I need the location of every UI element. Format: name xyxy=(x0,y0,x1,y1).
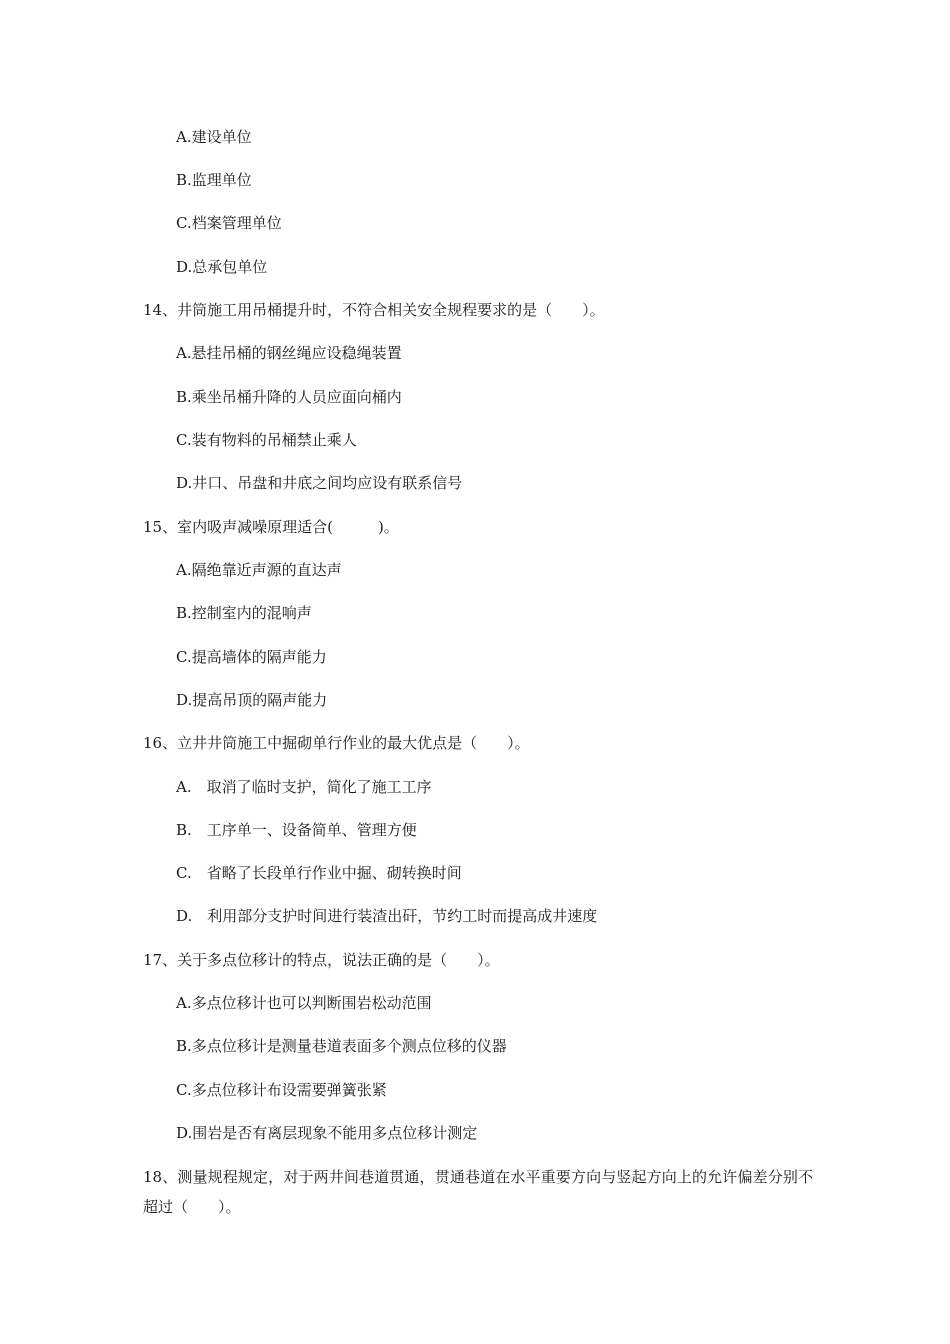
q15-option-a: A.隔绝靠近声源的直达声 xyxy=(176,561,342,579)
q16-option-b: B. 工序单一、设备简单、管理方便 xyxy=(176,821,417,839)
q16-option-c: C. 省略了长段单行作业中掘、砌转换时间 xyxy=(176,864,462,882)
q15-option-c: C.提高墙体的隔声能力 xyxy=(176,648,327,666)
q16-option-d: D. 利用部分支护时间进行装渣出矸，节约工时而提高成井速度 xyxy=(176,907,598,925)
q15-option-d: D.提高吊顶的隔声能力 xyxy=(176,691,328,709)
q13-option-a: A.建设单位 xyxy=(176,128,252,146)
q14-option-b: B.乘坐吊桶升降的人员应面向桶内 xyxy=(176,388,402,406)
q13-option-d: D.总承包单位 xyxy=(176,258,268,276)
q13-option-b: B.监理单位 xyxy=(176,171,252,189)
q14-stem: 14、井筒施工用吊桶提升时，不符合相关安全规程要求的是（ ）。 xyxy=(143,301,605,319)
q16-option-a: A. 取消了临时支护，简化了施工工序 xyxy=(176,778,432,796)
q17-option-d: D.围岩是否有离层现象不能用多点位移计测定 xyxy=(176,1124,478,1142)
q18-stem: 18、测量规程规定，对于两井间巷道贯通，贯通巷道在水平重要方向与竖起方向上的允许偏差分别不超过（ ）。 xyxy=(143,1168,813,1216)
q17-stem: 17、关于多点位移计的特点，说法正确的是（ ）。 xyxy=(143,951,500,969)
q17-option-c: C.多点位移计布设需要弹簧张紧 xyxy=(176,1081,387,1099)
q14-option-d: D.井口、吊盘和井底之间均应设有联系信号 xyxy=(176,474,463,492)
q14-option-a: A.悬挂吊桶的钢丝绳应设稳绳装置 xyxy=(176,344,402,362)
q13-option-c: C.档案管理单位 xyxy=(176,214,282,232)
q15-stem: 15、室内吸声减噪原理适合( )。 xyxy=(143,518,399,536)
q14-option-c: C.装有物料的吊桶禁止乘人 xyxy=(176,431,357,449)
q16-stem: 16、立井井筒施工中掘砌单行作业的最大优点是（ ）。 xyxy=(143,734,530,752)
q15-option-b: B.控制室内的混响声 xyxy=(176,604,312,622)
q17-option-b: B.多点位移计是测量巷道表面多个测点位移的仪器 xyxy=(176,1037,507,1055)
q17-option-a: A.多点位移计也可以判断围岩松动范围 xyxy=(176,994,432,1012)
